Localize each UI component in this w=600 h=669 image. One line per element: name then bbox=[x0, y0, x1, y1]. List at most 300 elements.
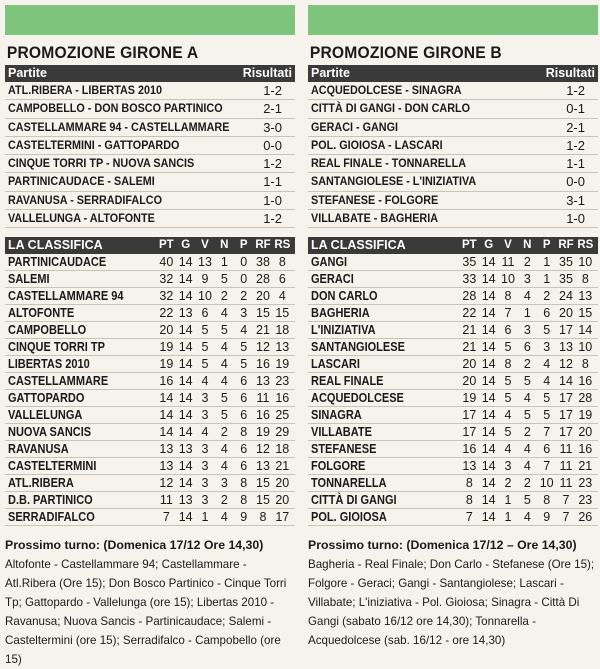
team-name: CITTÀ DI GANGI bbox=[311, 493, 397, 508]
stat-cell: 20 bbox=[559, 306, 573, 321]
stat-cell: 20 bbox=[256, 289, 270, 304]
stat-cell: 19 bbox=[462, 391, 477, 406]
stat-cell: 14 bbox=[178, 459, 193, 474]
stat-cell: 4 bbox=[220, 306, 228, 321]
stat-cell: 13 bbox=[559, 340, 573, 355]
match-row bbox=[5, 210, 295, 228]
stat-cell: 21 bbox=[275, 459, 290, 474]
match-row bbox=[308, 192, 598, 210]
team-name-cell bbox=[311, 492, 460, 508]
stat-cell: 14 bbox=[481, 425, 496, 440]
stat-cell: 4 bbox=[201, 374, 209, 389]
stat-cell: 5 bbox=[220, 408, 228, 423]
standings-row bbox=[5, 475, 295, 492]
team-name-cell bbox=[311, 407, 460, 423]
stat-cell: 13 bbox=[159, 459, 174, 474]
standings-row bbox=[308, 390, 598, 407]
stat-cell: 33 bbox=[462, 272, 477, 287]
match-teams: CINQUE TORRI TP - NUOVA SANCIS bbox=[8, 156, 195, 171]
stat-cell: 5 bbox=[201, 323, 209, 338]
stat-cell: 19 bbox=[159, 357, 174, 372]
standings-col-header: V bbox=[504, 239, 512, 252]
standings-row bbox=[5, 390, 295, 407]
stat-cell: 1 bbox=[220, 255, 228, 270]
standings-row bbox=[308, 373, 598, 390]
standings-col-header: G bbox=[181, 239, 191, 252]
stat-cell: 40 bbox=[159, 255, 174, 270]
stat-cell: 28 bbox=[578, 391, 593, 406]
stat-cell: 32 bbox=[159, 289, 174, 304]
stat-cell: 3 bbox=[543, 340, 551, 355]
stat-cell: 9 bbox=[543, 510, 551, 525]
stat-cell: 14 bbox=[178, 391, 193, 406]
team-name: NUOVA SANCIS bbox=[8, 425, 92, 440]
stat-cell: 35 bbox=[559, 255, 573, 270]
standings-row bbox=[5, 458, 295, 475]
stat-cell: 14 bbox=[178, 357, 193, 372]
standings-header bbox=[5, 237, 295, 254]
standings-col-header: RS bbox=[274, 239, 291, 252]
team-name-cell bbox=[311, 254, 460, 270]
team-name: DON CARLO bbox=[311, 289, 378, 304]
team-name-cell bbox=[311, 475, 460, 491]
stat-cell: 11 bbox=[501, 255, 515, 270]
match-row bbox=[308, 210, 598, 228]
team-name: GANGI bbox=[311, 255, 348, 270]
stat-cell: 14 bbox=[481, 493, 496, 508]
stat-cell: 5 bbox=[543, 391, 551, 406]
stat-cell: 7 bbox=[543, 459, 551, 474]
stat-cell: 5 bbox=[201, 340, 209, 355]
stat-cell: 4 bbox=[220, 340, 228, 355]
match-row bbox=[308, 155, 598, 173]
match-teams: CASTELLAMMARE 94 - CASTELLAMMARE bbox=[8, 119, 230, 134]
stat-cell: 13 bbox=[198, 255, 212, 270]
standings-row bbox=[5, 254, 295, 271]
team-name: PARTINICAUDACE bbox=[8, 255, 107, 270]
stat-cell: 2 bbox=[504, 476, 512, 491]
stat-cell: 28 bbox=[462, 289, 477, 304]
stat-cell: 0 bbox=[240, 272, 248, 287]
team-name: VALLELUNGA bbox=[8, 408, 83, 423]
matches-header bbox=[5, 65, 295, 82]
green-header-bar bbox=[5, 5, 295, 35]
stat-cell: 35 bbox=[559, 272, 573, 287]
stat-cell: 14 bbox=[481, 306, 496, 321]
stat-cell: 4 bbox=[201, 425, 209, 440]
stat-cell: 5 bbox=[201, 357, 209, 372]
stat-cell: 4 bbox=[278, 289, 286, 304]
stat-cell: 5 bbox=[523, 408, 531, 423]
match-row bbox=[308, 137, 598, 155]
stat-cell: 2 bbox=[543, 289, 551, 304]
standings-row bbox=[5, 407, 295, 424]
stat-cell: 7 bbox=[504, 306, 512, 321]
match-result: 2-1 bbox=[263, 101, 282, 117]
stat-cell: 11 bbox=[559, 476, 573, 491]
stat-cell: 3 bbox=[201, 391, 209, 406]
team-name: CAMPOBELLO bbox=[8, 323, 87, 338]
next-round bbox=[5, 536, 295, 669]
stat-cell: 14 bbox=[178, 425, 193, 440]
match-row bbox=[308, 100, 598, 118]
standings-row bbox=[5, 373, 295, 390]
match-result: 1-0 bbox=[263, 192, 282, 208]
stat-cell: 4 bbox=[523, 510, 531, 525]
next-round bbox=[308, 536, 598, 650]
stat-cell: 3 bbox=[201, 459, 209, 474]
stat-cell: 38 bbox=[256, 255, 270, 270]
team-name: CASTELTERMINI bbox=[8, 459, 97, 474]
stat-cell: 7 bbox=[465, 510, 473, 525]
stat-cell: 21 bbox=[578, 459, 593, 474]
stat-cell: 14 bbox=[481, 357, 496, 372]
stat-cell: 15 bbox=[256, 306, 270, 321]
stat-cell: 17 bbox=[559, 391, 573, 406]
stat-cell: 15 bbox=[256, 476, 270, 491]
stat-cell: 4 bbox=[220, 459, 228, 474]
match-result: 1-2 bbox=[263, 83, 282, 98]
match-row bbox=[5, 82, 295, 100]
stat-cell: 20 bbox=[275, 493, 290, 508]
team-name-cell bbox=[8, 475, 157, 491]
standings-row bbox=[308, 509, 598, 526]
match-row bbox=[308, 119, 598, 137]
standings-col-header: V bbox=[201, 239, 209, 252]
match-result: 0-0 bbox=[263, 137, 282, 153]
green-header-bar bbox=[308, 5, 598, 35]
stat-cell: 14 bbox=[481, 459, 496, 474]
standings-col-header: PT bbox=[462, 239, 477, 252]
stat-cell: 3 bbox=[240, 306, 248, 321]
team-name-cell bbox=[311, 424, 460, 440]
team-name: GERACI bbox=[311, 272, 354, 287]
match-result: 0-1 bbox=[566, 101, 585, 117]
stat-cell: 3 bbox=[523, 272, 531, 287]
stat-cell: 0 bbox=[240, 255, 248, 270]
stat-cell: 16 bbox=[256, 357, 270, 372]
stat-cell: 4 bbox=[504, 408, 512, 423]
stat-cell: 6 bbox=[240, 408, 248, 423]
team-name: STEFANESE bbox=[311, 442, 377, 457]
stat-cell: 15 bbox=[275, 306, 290, 321]
stat-cell: 18 bbox=[275, 442, 290, 457]
team-name: L'INIZIATIVA bbox=[311, 323, 376, 338]
match-teams: POL. GIOIOSA - LASCARI bbox=[311, 137, 443, 152]
stat-cell: 16 bbox=[578, 374, 593, 389]
match-row bbox=[5, 137, 295, 155]
stat-cell: 14 bbox=[481, 323, 496, 338]
stat-cell: 14 bbox=[159, 425, 174, 440]
team-name: SERRADIFALCO bbox=[8, 510, 95, 525]
match-result: 2-1 bbox=[566, 119, 585, 135]
standings-row bbox=[5, 356, 295, 373]
stat-cell: 8 bbox=[581, 357, 589, 372]
stat-cell: 4 bbox=[523, 391, 531, 406]
stat-cell: 1 bbox=[201, 510, 209, 525]
next-round-fixtures: Bagheria - Real Finale; Don Carlo - Stefanese (Ore 15); Folgore - Geraci; Gangi - Santangiolese; Lascari - Villabate; L'iniziativa - Pol. Gioiosa; Sinagra - Città Di Gangi (sabato 16/12 ore 14,30); Tonnarella - Acquedolcese (sab. 16/12 - ore 14,30) bbox=[308, 558, 595, 648]
stat-cell: 1 bbox=[543, 255, 551, 270]
stat-cell: 35 bbox=[462, 255, 477, 270]
stat-cell: 21 bbox=[462, 340, 477, 355]
stat-cell: 14 bbox=[481, 272, 496, 287]
stat-cell: 14 bbox=[578, 323, 593, 338]
stat-cell: 14 bbox=[481, 476, 496, 491]
stat-cell: 11 bbox=[559, 459, 573, 474]
team-name: REAL FINALE bbox=[311, 374, 384, 389]
match-teams: RAVANUSA - SERRADIFALCO bbox=[8, 192, 163, 207]
standings-header bbox=[308, 237, 598, 254]
stat-cell: 11 bbox=[159, 493, 173, 508]
stat-cell: 16 bbox=[256, 408, 270, 423]
stat-cell: 23 bbox=[578, 493, 593, 508]
stat-cell: 3 bbox=[523, 323, 531, 338]
team-name-cell bbox=[8, 509, 157, 525]
stat-cell: 17 bbox=[275, 510, 290, 525]
stat-cell: 16 bbox=[159, 374, 174, 389]
standings-row bbox=[308, 339, 598, 356]
match-teams: SANTANGIOLESE - L'INIZIATIVA bbox=[311, 174, 477, 189]
stat-cell: 5 bbox=[523, 493, 531, 508]
stat-cell: 2 bbox=[240, 289, 248, 304]
stat-cell: 17 bbox=[462, 408, 477, 423]
stat-cell: 3 bbox=[201, 476, 209, 491]
girone-b-column bbox=[308, 0, 598, 650]
team-name-cell bbox=[8, 492, 157, 508]
match-row bbox=[5, 100, 295, 118]
stat-cell: 14 bbox=[178, 340, 193, 355]
stat-cell: 14 bbox=[481, 374, 496, 389]
stat-cell: 5 bbox=[240, 340, 248, 355]
standings-col-header: RF bbox=[558, 239, 574, 252]
team-name-cell bbox=[311, 458, 460, 474]
standings-row bbox=[5, 339, 295, 356]
stat-cell: 5 bbox=[504, 340, 512, 355]
stat-cell: 14 bbox=[159, 391, 174, 406]
standings-row bbox=[5, 424, 295, 441]
standings-row bbox=[308, 407, 598, 424]
stat-cell: 4 bbox=[543, 374, 551, 389]
match-result: 0-0 bbox=[566, 174, 585, 190]
standings-col-header: RS bbox=[577, 239, 594, 252]
stat-cell: 12 bbox=[256, 442, 270, 457]
matches-header bbox=[308, 65, 598, 82]
standings-row bbox=[308, 458, 598, 475]
team-name-cell bbox=[8, 424, 157, 440]
team-name: SINAGRA bbox=[311, 408, 362, 423]
stat-cell: 24 bbox=[559, 289, 573, 304]
match-teams: REAL FINALE - TONNARELLA bbox=[311, 156, 466, 171]
stat-cell: 11 bbox=[559, 442, 573, 457]
standings-row bbox=[5, 271, 295, 288]
stat-cell: 5 bbox=[504, 425, 512, 440]
standings-col-header: P bbox=[542, 239, 551, 252]
stat-cell: 5 bbox=[543, 323, 551, 338]
stat-cell: 8 bbox=[504, 289, 512, 304]
stat-cell: 11 bbox=[256, 391, 270, 406]
stat-cell: 19 bbox=[275, 357, 290, 372]
stat-cell: 13 bbox=[462, 459, 477, 474]
stat-cell: 19 bbox=[578, 408, 593, 423]
team-name-cell bbox=[311, 339, 460, 355]
stat-cell: 26 bbox=[578, 510, 593, 525]
stat-cell: 4 bbox=[543, 357, 551, 372]
stat-cell: 14 bbox=[178, 510, 193, 525]
standings-col-header: G bbox=[484, 239, 494, 252]
stat-cell: 6 bbox=[240, 391, 248, 406]
stat-cell: 10 bbox=[578, 340, 593, 355]
stat-cell: 4 bbox=[240, 323, 248, 338]
match-result: 1-1 bbox=[566, 156, 585, 172]
stat-cell: 10 bbox=[539, 476, 554, 491]
stat-cell: 14 bbox=[481, 340, 496, 355]
stat-cell: 18 bbox=[275, 323, 290, 338]
standings-row bbox=[5, 288, 295, 305]
stat-cell: 29 bbox=[275, 425, 290, 440]
stat-cell: 8 bbox=[240, 425, 248, 440]
stat-cell: 8 bbox=[504, 357, 512, 372]
stat-cell: 9 bbox=[240, 510, 248, 525]
match-teams: ACQUEDOLCESE - SINAGRA bbox=[311, 83, 462, 97]
team-name: D.B. PARTINICO bbox=[8, 493, 93, 508]
stat-cell: 14 bbox=[481, 442, 496, 457]
team-name-cell bbox=[311, 288, 460, 304]
stat-cell: 4 bbox=[220, 374, 228, 389]
stat-cell: 5 bbox=[220, 391, 228, 406]
stat-cell: 2 bbox=[523, 476, 531, 491]
match-result: 1-2 bbox=[566, 83, 585, 98]
stat-cell: 22 bbox=[159, 306, 174, 321]
match-result: 3-1 bbox=[566, 192, 585, 208]
stat-cell: 8 bbox=[240, 493, 248, 508]
stat-cell: 20 bbox=[462, 374, 477, 389]
stat-cell: 12 bbox=[559, 357, 573, 372]
next-round-fixtures: Altofonte - Castellammare 94; Castellammare - Atl.Ribera (Ore 15); Don Bosco Partinico - Cinque Torri Tp; Gattopardo - Vallelunga (ore 15); Libertas 2010 - Ravanusa; Nuova Sancis - Partinicaudace; Salemi - Casteltermini (ore 15); Serradifalco - Campobello (ore 15) bbox=[5, 558, 287, 667]
stat-cell: 20 bbox=[159, 323, 174, 338]
standings-row bbox=[5, 322, 295, 339]
stat-cell: 17 bbox=[559, 408, 573, 423]
team-name-cell bbox=[8, 441, 157, 457]
stat-cell: 21 bbox=[462, 323, 477, 338]
match-teams: STEFANESE - FOLGORE bbox=[311, 192, 439, 207]
stat-cell: 10 bbox=[501, 272, 515, 287]
standings-row bbox=[308, 492, 598, 509]
team-name: ACQUEDOLCESE bbox=[311, 391, 404, 406]
stat-cell: 1 bbox=[523, 306, 531, 321]
stat-cell: 4 bbox=[523, 289, 531, 304]
stat-cell: 9 bbox=[201, 272, 209, 287]
stat-cell: 1 bbox=[504, 510, 512, 525]
team-name-cell bbox=[8, 356, 157, 372]
stat-cell: 5 bbox=[523, 374, 531, 389]
match-row bbox=[5, 192, 295, 210]
standings-col-header: RF bbox=[255, 239, 271, 252]
stat-cell: 13 bbox=[178, 493, 193, 508]
stat-cell: 5 bbox=[220, 323, 228, 338]
standings-row bbox=[308, 271, 598, 288]
matches-header-left: Partite bbox=[8, 66, 47, 80]
stat-cell: 14 bbox=[178, 255, 193, 270]
stat-cell: 7 bbox=[162, 510, 170, 525]
stat-cell: 6 bbox=[523, 340, 531, 355]
stat-cell: 2 bbox=[523, 357, 531, 372]
team-name: ALTOFONTE bbox=[8, 306, 75, 321]
team-name-cell bbox=[8, 390, 157, 406]
team-name: CINQUE TORRI TP bbox=[8, 340, 105, 355]
team-name-cell bbox=[8, 407, 157, 423]
stat-cell: 6 bbox=[240, 374, 248, 389]
match-teams: CASTELTERMINI - GATTOPARDO bbox=[8, 137, 180, 152]
stat-cell: 2 bbox=[220, 425, 228, 440]
stat-cell: 4 bbox=[220, 442, 228, 457]
matches-header-left: Partite bbox=[311, 66, 350, 80]
stat-cell: 5 bbox=[220, 272, 228, 287]
stat-cell: 10 bbox=[578, 255, 593, 270]
girone-a-column bbox=[5, 0, 295, 669]
match-result: 1-0 bbox=[566, 211, 585, 227]
stat-cell: 6 bbox=[278, 272, 286, 287]
team-name: POL. GIOIOSA bbox=[311, 510, 387, 525]
team-name-cell bbox=[311, 373, 460, 389]
team-name-cell bbox=[8, 458, 157, 474]
match-teams: CAMPOBELLO - DON BOSCO PARTINICO bbox=[8, 101, 223, 116]
team-name-cell bbox=[8, 254, 157, 270]
standings-row bbox=[308, 322, 598, 339]
stat-cell: 14 bbox=[481, 391, 496, 406]
standings-col-header: LA CLASSIFICA bbox=[8, 238, 103, 253]
match-teams: VILLABATE - BAGHERIA bbox=[311, 211, 438, 226]
stat-cell: 14 bbox=[178, 408, 193, 423]
team-name: RAVANUSA bbox=[8, 442, 69, 457]
team-name-cell bbox=[311, 509, 460, 525]
team-name-cell bbox=[8, 305, 157, 321]
standings-row bbox=[308, 441, 598, 458]
stat-cell: 4 bbox=[523, 459, 531, 474]
team-name: GATTOPARDO bbox=[8, 391, 85, 406]
team-name: TONNARELLA bbox=[311, 476, 387, 491]
standings-row bbox=[308, 424, 598, 441]
stat-cell: 6 bbox=[543, 306, 551, 321]
stat-cell: 16 bbox=[275, 391, 290, 406]
stat-cell: 3 bbox=[201, 442, 209, 457]
standings-row bbox=[308, 305, 598, 322]
stat-cell: 2 bbox=[523, 255, 531, 270]
stat-cell: 5 bbox=[504, 391, 512, 406]
team-name-cell bbox=[311, 322, 460, 338]
standings-row bbox=[308, 288, 598, 305]
stat-cell: 23 bbox=[275, 374, 290, 389]
stat-cell: 2 bbox=[523, 425, 531, 440]
match-row bbox=[5, 173, 295, 191]
stat-cell: 15 bbox=[256, 493, 270, 508]
standings-col-header: P bbox=[239, 239, 248, 252]
stat-cell: 14 bbox=[481, 289, 496, 304]
team-name: CASTELLAMMARE bbox=[8, 374, 109, 389]
stat-cell: 22 bbox=[462, 306, 477, 321]
stat-cell: 3 bbox=[504, 459, 512, 474]
standings-col-header: LA CLASSIFICA bbox=[311, 238, 406, 253]
team-name-cell bbox=[8, 288, 157, 304]
stat-cell: 14 bbox=[178, 289, 193, 304]
team-name-cell bbox=[8, 271, 157, 287]
match-result: 1-2 bbox=[566, 137, 585, 153]
group-title: PROMOZIONE GIRONE B bbox=[309, 43, 502, 62]
stat-cell: 8 bbox=[465, 493, 473, 508]
matches-header-right: Risultati bbox=[545, 66, 595, 80]
stat-cell: 3 bbox=[201, 408, 209, 423]
standings-row bbox=[5, 441, 295, 458]
match-result: 3-0 bbox=[263, 119, 282, 135]
